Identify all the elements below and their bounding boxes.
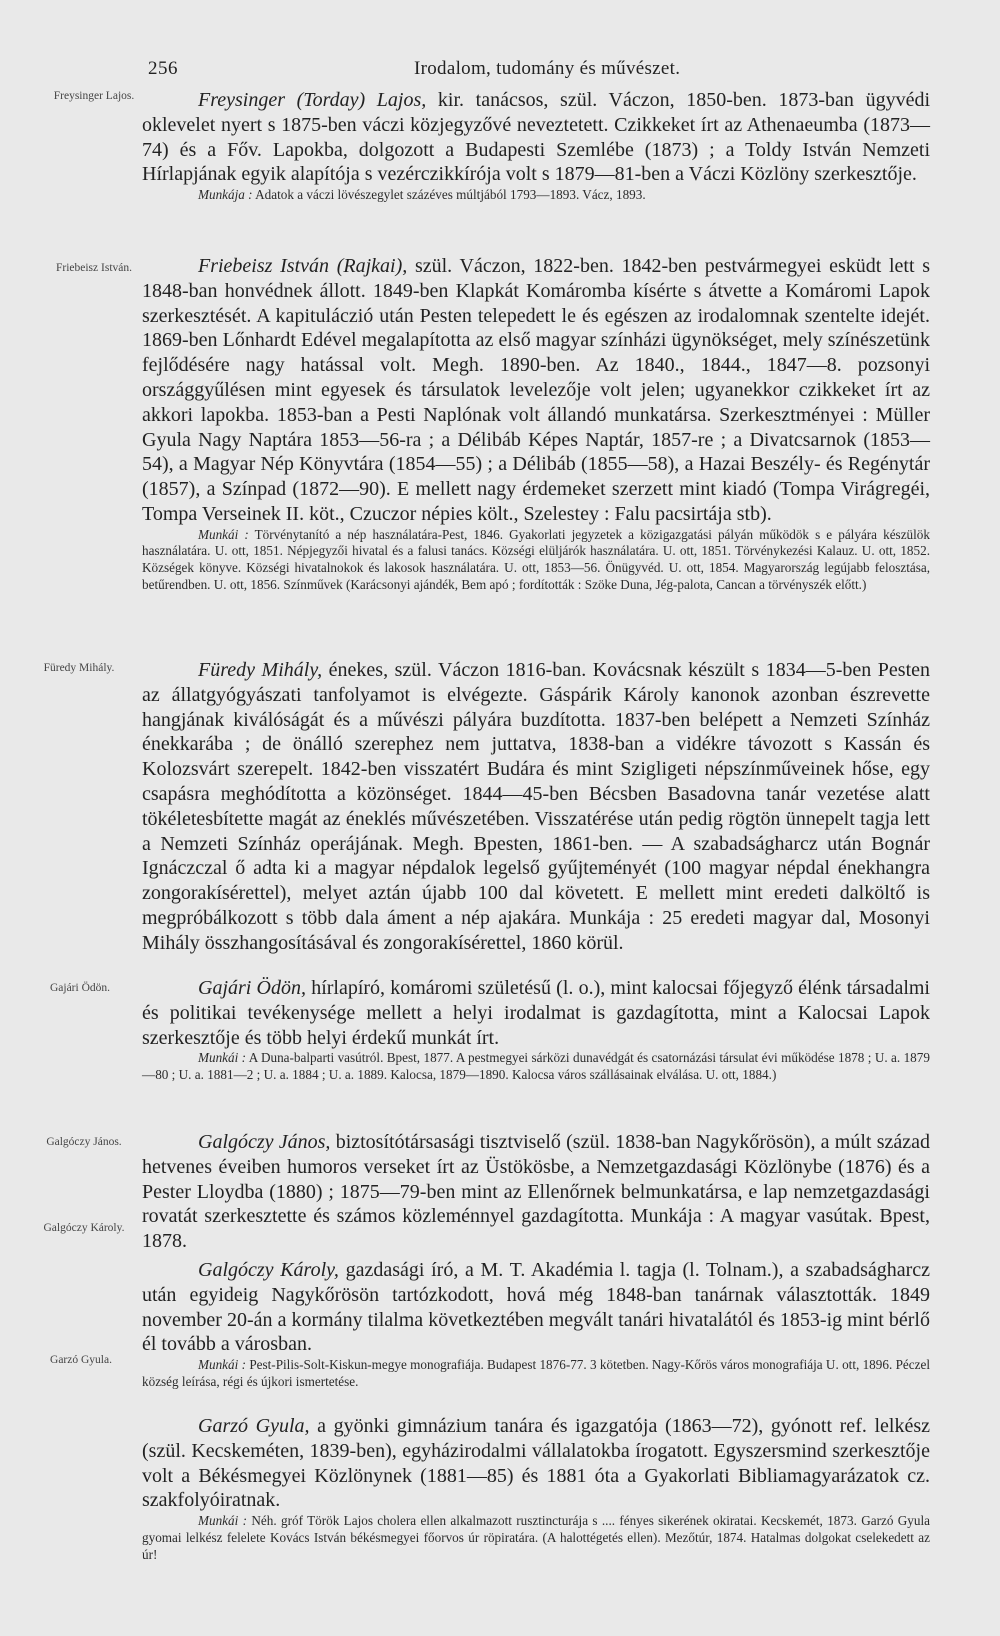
entry-text: kir. tanácsos, szül. Váczon, 1850-ben. 1873-ban ügyvédi oklevelet nyert s 1875-ben váczi közjegyzővé neveztetett. Czikkeket írt az Athenaeumba (1873—74) és a Főv. Lapokba, dolgozott a Budapesti Szemlébe (1873) ; a Toldy István Nemzeti Hírlapjának egyik alapítója s vezérczikkírója volt s 1879—81-ben a Váczi Közlöny szerkesztője. (142, 89, 931, 186)
entry-text: énekes, szül. Váczon 1816-ban. Kovácsnak készült s 1834—5-ben Pesten az állatgyógyászati tanfolyamot is elvégezte. Gáspárik Károly kanonok azonban észrevette hangjának kiválóságát és a művészi pályára buzdította. 1837-ben belépett a Nemzeti Színház énekkarába ; de önálló szerephez nem juttatva, 1838-ban a vidékre távozott s Kassán és Kolozsvárt szerepelt. 1842-ben visszatért Budára és mint Szigligeti népszínműveinek hőse, egy csapásra meghódította a közönséget. 1844—45-ben Bécsben Basadovna tanár vezetése alatt tökéletesbítette magát az éneklés művészetében. Visszatérése után pedig rögtön ünnepelt tagja lett a Nemzeti Színház operájának. Megh. Bpesten, 1861-ben. — A szabadságharcz után Bognár Ignáczczal ő adta ki a magyar népdalok legelső gyűjteményét (100 magyar népdal énekhangra zongorakísérettel), melyet aztán újabb 100 dal követett. E mellett mint eredeti dalköltő is megpróbálkozott s több dala áment a nép ajakára. Munkája : 25 eredeti magyar dal, Mosonyi Mihály összhangosításával és zongorakísérettel, 1860 körül. (142, 659, 930, 954)
works-text: Pest-Pilis-Solt-Kiskun-megye monografiája. Budapest 1876-77. 3 kötetben. Nagy-Kőrös város monografiája U. ott, 1896. Péczel község leírása, régi és újkori ismertetése. (142, 1357, 930, 1389)
entry-text: szül. Váczon, 1822-ben. 1842-ben pestvármegyei esküdt lett s 1848-ban honvédnek állott. 1849-ben Klapkát Komáromba kísérte s átvette a Komáromi Lapok szerkesztését. A kapituláczió után Pesten telepedett le és egészen az irodalomnak szentelte idejét. 1869-ben Lőnhardt Edével megalapította az első magyar színházi ügynökséget, mely színészetünk fejlődésére nagy hatással volt. Megh. 1890-ben. Az 1840., 1844., 1847—8. pozsonyi országgyűlésen mint egyesek és társulatok levelezője volt jelen; ugyanekkor czikkeket írt az akkori lapokba. 1853-ban a Pesti Naplónak volt állandó munkatársa. Szerkesztményei : Müller Gyula Nagy Naptára 1853—56-ra ; a Délibáb Képes Naptár, 1857-re ; a Divatcsarnok (1853—54), a Magyar Nép Könyvtára (1854—55) ; a Délibáb (1855—58), a Hazai Beszély- és Regénytár (1857), a Színpad (1872—90). E mellett nagy érdemeket szerzett mint kiadó (Tompa Virágregéi, Tompa Verseinek II. köt., Czuczor népies költ., Szelestey : Falu pacsirtája stb). (142, 255, 931, 525)
entry-lead: Friebeisz István (Rajkai), (198, 255, 408, 277)
entry-body (142, 1258, 930, 1357)
margin-note-freysinger: Freysinger Lajos. (53, 90, 135, 102)
entry-body (142, 254, 930, 527)
entry-furedy (142, 658, 930, 956)
works-text: Néh. gróf Török Lajos cholera ellen alkalmazott rusztincturája s .... fényes sikerének okiratai. Kecskemét, 1873. Garzó Gyula gyomai lelkész felelete Kovács István békésmegyei főorvos úr röpiratára. (A halottégetés ellen). Mezőtúr, 1874. Hatalmas dolgokat cselekedett az úr! (142, 1513, 931, 1562)
works-label: Munkái : (198, 1050, 247, 1066)
works-text: Adatok a váczi lövészegylet százéves múltjából 1793—1893. Vácz, 1893. (255, 187, 646, 203)
entry-lead: Galgóczy Károly, (198, 1259, 339, 1281)
entry-friebeisz (142, 254, 930, 594)
works-text: A Duna-balparti vasútról. Bpest, 1877. A pestmegyei sárközi dunavédgát és csatornázási társulat évi működése 1878 ; U. a. 1879—80 ; U. a. 1881—2 ; U. a. 1884 ; U. a. 1889. Kalocsa, 1879—1890. Kalocsa város szállásainak elválása. U. ott, 1884.) (142, 1050, 930, 1083)
entry-body (142, 1130, 930, 1254)
entry-text: gazdasági író, a M. T. Akadémia l. tagja (l. Tolnam.), a szabadságharcz után egyideig Nagykőrösön tartózkodott, hová még 1848-ban tanárnak választották. 1849 november 20-án a kormány tilalma következtében megvált tanári hivatalától és 1853-ig mint bérlő él tovább a városban. (142, 1259, 931, 1356)
works-label: Munkái : (198, 526, 249, 542)
entry-lead: Freysinger (Torday) Lajos, (198, 89, 427, 111)
entry-works (142, 527, 930, 594)
entry-text: biztosítótársasági tisztviselő (szül. 1838-ban Nagykőrösön), a múlt század hetvenes éveiben humoros verseket írt az Üstökösbe, a Nemzetgazdasági Közlönybe (1876) és a Pester Lloydba (1880) ; 1875—79-ben mint az Ellenőrnek belmunkatársa, e lap nemzetgazdasági rovatát szerkesztette és számos közleménnyel gazdagította. Munkája : A magyar vasútak. Bpest, 1878. (142, 1131, 931, 1253)
entry-body (142, 976, 930, 1050)
margin-note-galgoczy-karoly: Galgóczy Károly. (43, 1222, 125, 1234)
entry-galgoczy-janos (142, 1130, 930, 1254)
entry-works (142, 1357, 930, 1390)
entry-text: a gyönki gimnázium tanára és igazgatója (1863—72), gyónott ref. lelkész (szül. Kecskeméten, 1839-ben), egyházirodalmi vállalatokba írogatott. Egyszersmind szerkesztője volt a Békésmegyei Közlönynek (1881—85) és 1881 óta a Gyakorlati Bibliamagyarázatok cz. szakfolyóiratnak. (142, 1415, 930, 1512)
entry-galgoczy-karoly (142, 1258, 930, 1391)
entry-works (142, 1513, 930, 1563)
entry-lead: Füredy Mihály, (198, 659, 323, 681)
entry-gajari (142, 976, 930, 1084)
margin-note-galgoczy-janos: Galgóczy János. (46, 1136, 122, 1148)
margin-note-friebeisz: Friebeisz István. (55, 262, 132, 274)
margin-note-furedy: Füredy Mihály. (43, 662, 115, 674)
entry-lead: Gajári Ödön, (198, 977, 306, 999)
entry-freysinger (142, 88, 930, 204)
entry-garzo (142, 1414, 930, 1563)
page-header (0, 58, 1000, 88)
entry-lead: Garzó Gyula, (198, 1415, 310, 1437)
margin-note-garzo: Garzó Gyula. (50, 1354, 112, 1366)
entry-text: hírlapíró, komáromi születésű (l. o.), mint kalocsai főjegyző élénk társadalmi és politikai tevékenysége mellett a helyi irodalmat is gazdagította, mint a Kalocsai Lapok szerkesztője és több helyi érdekű munkát írt. (142, 977, 930, 1049)
entry-body (142, 1414, 930, 1513)
page-number: 256 (148, 58, 178, 79)
works-label: Munkái : (198, 1357, 246, 1373)
running-head: Irodalom, tudomány és művészet. (414, 58, 681, 79)
works-label: Munkája : (198, 187, 253, 203)
entry-works (142, 187, 930, 204)
works-label: Munkái : (198, 1513, 248, 1529)
margin-note-gajari: Gajári Ödön. (49, 982, 111, 994)
entry-body (142, 88, 930, 187)
entry-body (142, 658, 930, 956)
works-text: Törvénytanító a nép használatára-Pest, 1846. Gyakorlati jegyzetek a közigazgatási pályán működök s e pályára készülök használatára. U. ott, 1851. Népjegyzői hivatal és a falusi tanács. Községi elüljárók használatára. U. ott, 1851. Törvénykezési Kalauz. U. ott, 1852. Községek könyve. Községi hivatalnokok és lakosok használatára. U. ott, 1853—56. Önügyvéd. U. ott, 1854. Magyarország legújabb felosztása, betűrendben. U. ott, 1856. Színművek (Karácsonyi ajándék, Bem apó ; fordították : Szöke Duna, Jég-palota, Cancan a törvényszék előtt.) (142, 526, 930, 592)
entry-lead: Galgóczy János, (198, 1131, 331, 1153)
entry-works (142, 1050, 930, 1083)
